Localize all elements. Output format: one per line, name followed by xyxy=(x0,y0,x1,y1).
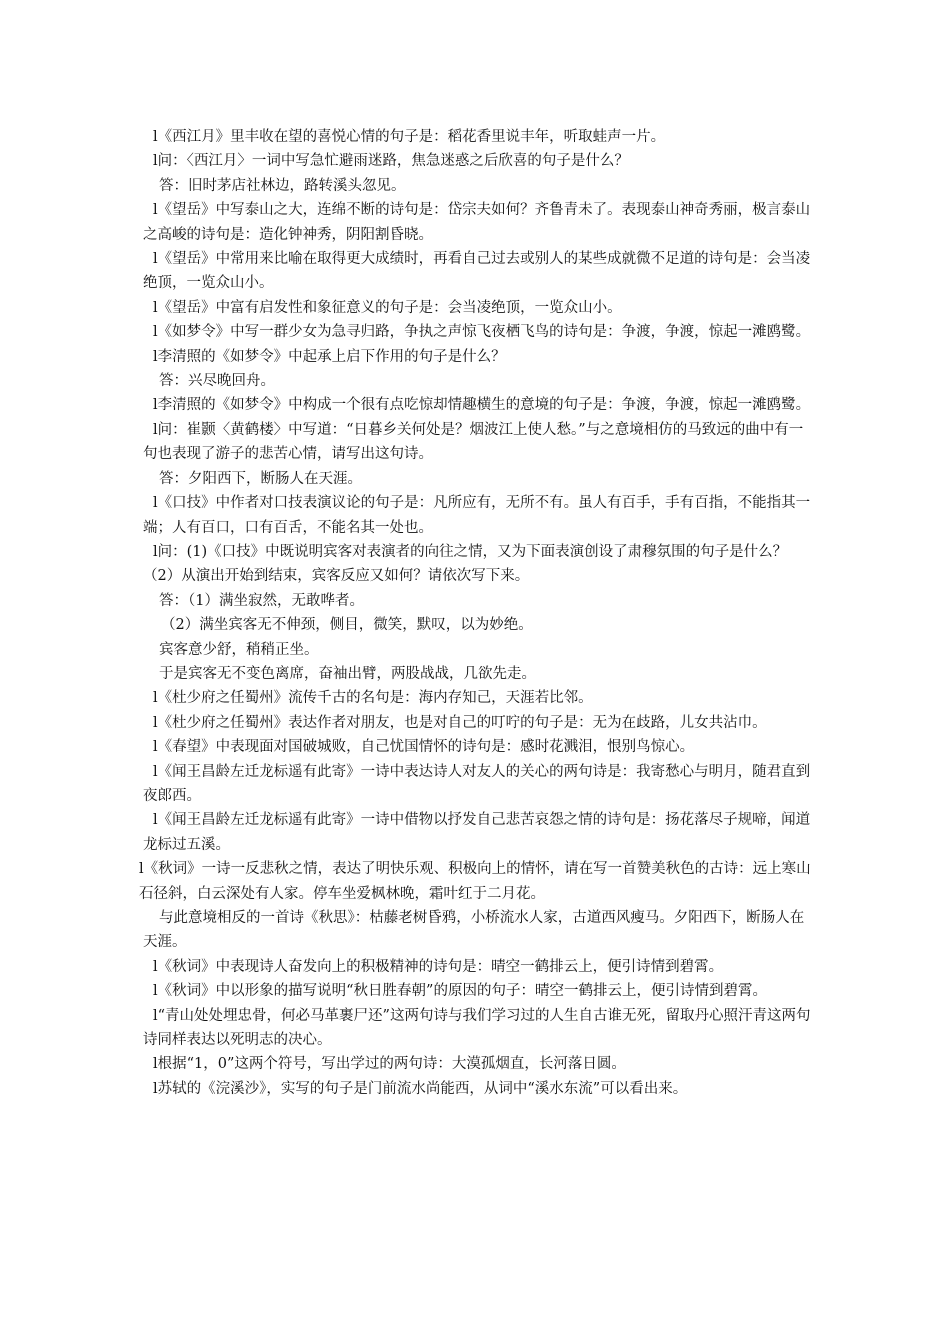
paragraph: l《如梦令》中写一群少女为急寻归路，争执之声惊飞夜栖飞鸟的诗句是：争渡，争渡，惊起一滩鸥鹭。 xyxy=(153,324,811,341)
paragraph: l《杜少府之任蜀州》流传千古的名句是：海内存知己，天涯若比邻。 xyxy=(153,690,593,707)
paragraph: l《秋词》一诗一反悲秋之情，表达了明快乐观、积极向上的情怀，请在写一首赞美秋色的古诗：远上寒山石径斜，白云深处有人家。停车坐爱枫林晚，霜叶红于二月花。 xyxy=(139,861,811,902)
answer-paragraph: 答：夕阳西下，断肠人在天涯。 xyxy=(159,470,362,487)
paragraph: l李清照的《如梦令》中构成一个很有点吃惊却情趣横生的意境的句子是：争渡，争渡，惊起一滩鸥鹭。 xyxy=(153,397,811,414)
paragraph: l《秋词》中以形象的描写说明“秋日胜春朝”的原因的句子：晴空一鹤排云上，便引诗情到碧霄。 xyxy=(153,983,767,1000)
paragraph: l李清照的《如梦令》中起承上启下作用的句子是什么？ xyxy=(153,348,506,365)
paragraph: l苏轼的《浣溪沙》，实写的句子是门前流水尚能西，从词中“溪水东流”可以看出来。 xyxy=(153,1080,688,1097)
answer-paragraph: 答：（1）满坐寂然，无敢哗者。 xyxy=(159,592,364,609)
answer-paragraph: 于是宾客无不变色离席，奋袖出臂，两股战战，几欲先走。 xyxy=(159,665,536,682)
paragraph: l《秋词》中表现诗人奋发向上的积极精神的诗句是：晴空一鹤排云上，便引诗情到碧霄。 xyxy=(153,958,724,975)
answer-paragraph: 宾客意少舒，稍稍正坐。 xyxy=(159,641,319,658)
paragraph: l《望岳》中常用来比喻在取得更大成绩时，再看自己过去或别人的某些成就微不足道的诗句是：会当凌绝顶，一览众山小。 xyxy=(143,251,811,292)
paragraph: l《西江月》里丰收在望的喜悦心情的句子是：稻花香里说丰年，听取蛙声一片。 xyxy=(153,129,666,145)
paragraph: l《望岳》中写泰山之大，连绵不断的诗句是：岱宗夫如何？齐鲁青未了。表现泰山神奇秀丽，极言泰山之高峻的诗句是：造化钟神秀，阴阳割昏晓。 xyxy=(143,202,811,243)
paragraph: l问：崔颢〈黄鹤楼〉中写道：“日暮乡关何处是？烟波江上使人愁。”与之意境相仿的马致远的曲中有一句也表现了游子的悲苦心情，请写出这句诗。 xyxy=(143,421,804,463)
paragraph: l根据“1，0”这两个符号，写出学过的两句诗：大漠孤烟直，长河落日圆。 xyxy=(153,1056,626,1073)
paragraph: l《闻王昌龄左迁龙标遥有此寄》一诗中表达诗人对友人的关心的两句诗是：我寄愁心与明月，随君直到夜郎西。 xyxy=(143,763,811,804)
paragraph: l《望岳》中富有启发性和象征意义的句子是：会当凌绝顶，一览众山小。 xyxy=(153,299,622,316)
paragraph: l《闻王昌龄左迁龙标遥有此寄》一诗中借物以抒发自己悲苦哀怨之情的诗句是：扬花落尽子规啼，闻道龙标过五溪。 xyxy=(143,812,811,853)
paragraph: l《口技》中作者对口技表演议论的句子是：凡所应有，无所不有。虽人有百手，手有百指，不能指其一端；人有百口，口有百舌，不能名其一处也。 xyxy=(143,495,811,536)
document-body xyxy=(139,125,813,1101)
paragraph: l《杜少府之任蜀州》表达作者对朋友，也是对自己的叮咛的句子是：无为在歧路，儿女共沾巾。 xyxy=(153,714,767,731)
paragraph: l《春望》中表现面对国破城败，自己忧国情怀的诗句是：感时花溅泪，恨别鸟惊心。 xyxy=(153,739,695,756)
paragraph: l问：(1)《口技》中既说明宾客对表演者的向往之情，又为下面表演创设了肃穆氛围的句子是什么？（2）从演出开始到结束，宾客反应又如何？请依次写下来。 xyxy=(143,543,788,585)
paragraph: l“青山处处埋忠骨，何必马革裹尸还”这两句诗与我们学习过的人生自古谁无死，留取丹心照汗青这两句诗同样表达以死明志的决心。 xyxy=(143,1007,811,1049)
answer-paragraph: （2）满坐宾客无不伸颈，侧目，微笑，默叹，以为妙绝。 xyxy=(161,617,533,634)
answer-paragraph: 答：兴尽晚回舟。 xyxy=(159,373,275,390)
paragraph: 与此意境相反的一首诗《秋思》：枯藤老树昏鸦，小桥流水人家，古道西风瘦马。夕阳西下，断肠人在天涯。 xyxy=(143,910,805,951)
paragraph: l问：〈西江月〉一词中写急忙避雨迷路，焦急迷惑之后欣喜的句子是什么？ xyxy=(153,153,629,170)
answer-paragraph: 答：旧时茅店社林边，路转溪头忽见。 xyxy=(159,177,406,194)
